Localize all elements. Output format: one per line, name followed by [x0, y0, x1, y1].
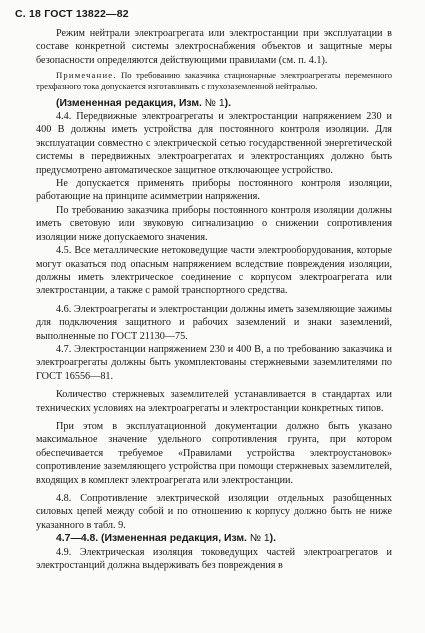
edition-note-suffix: ). [224, 97, 231, 109]
note-paragraph [36, 70, 392, 92]
edition-note-number: № 1 [204, 97, 225, 109]
edition-note-2 [36, 532, 392, 545]
clause-4-6: 4.6. Электроагрегаты и электростанции должны иметь заземляющие зажимы для подключения защитного и рабочих заземлений и знаки заземлений, выполненные по ГОСТ 21130—75. [36, 303, 392, 342]
paragraph-neutral-mode: Режим нейтрали электроагрегата или электростанции при эксплуатации в составе конкретной системы электроснабжения объектов и защитные меры безопасности определяются действующими правилами (см. п. 4.1). [36, 28, 392, 66]
edition-note-1 [36, 97, 392, 110]
clause-4-5: 4.5. Все металлические нетоковедущие части электрооборудования, которые могут оказаться под опасным напряжением вследствие повреждения изоляции, должны иметь электрическое соединение с корпусом электроагрегата или электростанции, а также с рамой транспортного средства. [36, 245, 392, 297]
clause-4-4: 4.4. Передвижные электроагрегаты и электростанции напряжением 230 и 400 В должны иметь устройства для постоянного контроля изоляции. Для эксплуатации совместно с электрической сетью государственной энергетической системы в передвижных электроагрегатах и электростанциях должно быть предусмотрено автоматическое защитное отключающее устройство. [36, 111, 392, 176]
edition-note-prefix: (Измененная редакция, Изм. [56, 97, 205, 109]
page-header: С. 18 ГОСТ 13822—82 [15, 8, 129, 20]
edition-note-prefix: 4.7—4.8. (Измененная редакция, Изм. [56, 533, 250, 545]
clause-4-8: 4.8. Сопротивление электрической изоляции отдельных разобщенных силовых цепей между собой и по отношению к корпусу должно быть не ниже указанного в табл. 9. [36, 493, 392, 531]
clause-4-9: 4.9. Электрическая изоляция токоведущих частей электроагрегатов и электростанций должна выдерживать без повреждения в [36, 546, 392, 572]
clause-4-4-prohibition: Не допускается применять приборы постоянного контроля изоляции, работающие на принципе асимметрии напряжения. [36, 178, 392, 203]
page-body [36, 27, 392, 572]
clause-4-7: 4.7. Электростанции напряжением 230 и 400 В, а по требованию заказчика и электроагрегаты должны быть укомплектованы стержневыми заземлителями по ГОСТ 16556—81. [36, 343, 392, 382]
clause-4-7-documentation: При этом в эксплуатационной документации должно быть указано максимальное значение удельного сопротивления грунта, при котором обеспечивается требуемое «Правилами устройства электроустановок» сопротивление заземляющего устройства при помощи стержневых заземлителей, входящих в комплект электроагрегата или электростанции. [36, 420, 392, 486]
edition-note-suffix: ). [269, 533, 277, 545]
note-label: Примечание. [56, 70, 117, 81]
edition-note-number: № 1 [249, 533, 270, 545]
note-text: По требованию заказчика стационарные электроагрегаты переменного трехфазного тока допускается изготавливать с глухозаземленной нейтралью. [36, 70, 392, 92]
clause-4-7-quantity: Количество стержневых заземлителей устанавливается в стандартах или технических условиях на электроагрегаты и электростанции конкретных типов. [36, 389, 392, 414]
clause-4-4-signaling: По требованию заказчика приборы постоянного контроля изоляции должны иметь световую или звуковую сигнализацию о снижении сопротивления изоляции ниже допускаемого значения. [36, 204, 392, 243]
